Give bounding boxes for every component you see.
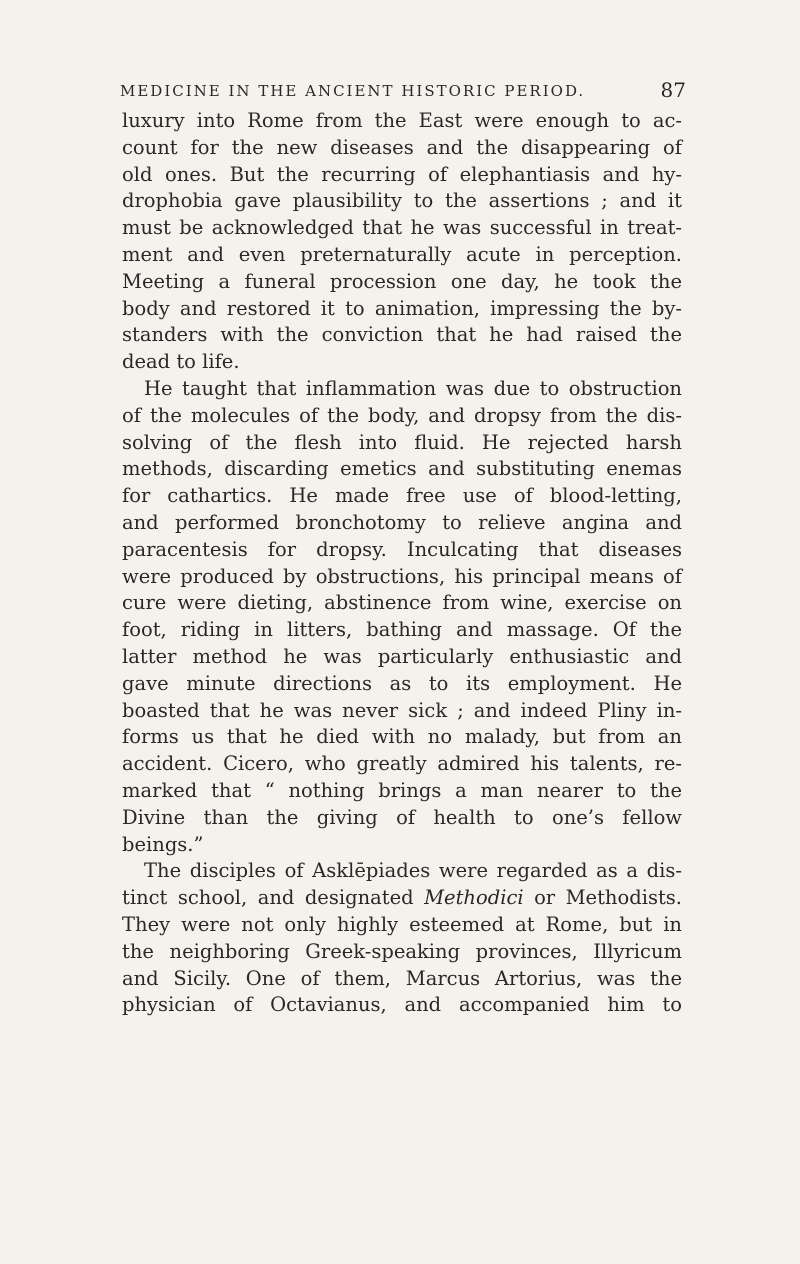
page-number: 87 — [660, 78, 686, 102]
text-line: were produced by obstructions, his principal means of — [122, 564, 682, 588]
text-fragment: tinct school, and designated — [122, 886, 425, 910]
text-line: beings.” — [122, 832, 204, 856]
text-line: dead to life. — [122, 350, 240, 374]
text-line: Meeting a funeral procession one day, he took the — [122, 269, 682, 293]
text-line: foot, riding in litters, bathing and massage. Of the — [122, 618, 682, 642]
text-line: count for the new diseases and the disappearing of — [122, 135, 682, 159]
text-line: solving of the flesh into fluid. He rejected harsh — [122, 430, 682, 454]
text-line: accident. Cicero, who greatly admired his talents, re- — [122, 752, 682, 776]
text-line: the neighboring Greek-speaking provinces, Illyricum — [122, 939, 682, 963]
text-line: for cathartics. He made free use of blood-letting, — [122, 484, 682, 508]
text-line: and performed bronchotomy to relieve angina and — [122, 510, 682, 534]
text-line: of the molecules of the body, and dropsy from the dis- — [122, 403, 682, 427]
text-line: physician of Octavianus, and accompanied him to — [122, 993, 682, 1017]
text-line: drophobia gave plausibility to the assertions ; and it — [122, 189, 682, 213]
text-line: boasted that he was never sick ; and indeed Pliny in- — [122, 698, 682, 722]
text-line: paracentesis for dropsy. Inculcating that diseases — [122, 537, 682, 561]
text-line: gave minute directions as to its employment. He — [122, 671, 682, 695]
running-head: MEDICINE IN THE ANCIENT HISTORIC PERIOD. — [120, 82, 586, 100]
text-line: body and restored it to animation, impressing the by- — [122, 296, 682, 320]
text-line: The disciples of Asklēpiades were regarded as a dis- — [144, 859, 682, 883]
italic-term: Methodici — [424, 886, 524, 910]
text-line — [122, 885, 682, 912]
text-line: They were not only highly esteemed at Rome, but in — [122, 912, 682, 936]
text-line: methods, discarding emetics and substituting enemas — [122, 457, 682, 481]
text-line: must be acknowledged that he was successful in treat- — [122, 216, 682, 240]
text-line: luxury into Rome from the East were enough to ac- — [122, 109, 682, 132]
text-line: Divine than the giving of health to one’s fellow — [122, 805, 682, 829]
text-fragment: or Methodists. — [523, 886, 682, 910]
page-header — [118, 76, 686, 106]
text-line: forms us that he died with no malady, but from an — [122, 725, 682, 749]
text-line: ment and even preternaturally acute in perception. — [122, 242, 682, 266]
text-line: old ones. But the recurring of elephantiasis and hy- — [122, 162, 682, 186]
body-text — [122, 108, 682, 1019]
text-line: standers with the conviction that he had raised the — [122, 323, 682, 347]
text-line: cure were dieting, abstinence from wine, exercise on — [122, 591, 682, 615]
text-line: marked that “ nothing brings a man nearer to the — [122, 778, 682, 802]
text-line: He taught that inflammation was due to obstruction — [144, 376, 682, 400]
text-line: latter method he was particularly enthusiastic and — [122, 644, 682, 668]
text-line: and Sicily. One of them, Marcus Artorius, was the — [122, 966, 682, 990]
